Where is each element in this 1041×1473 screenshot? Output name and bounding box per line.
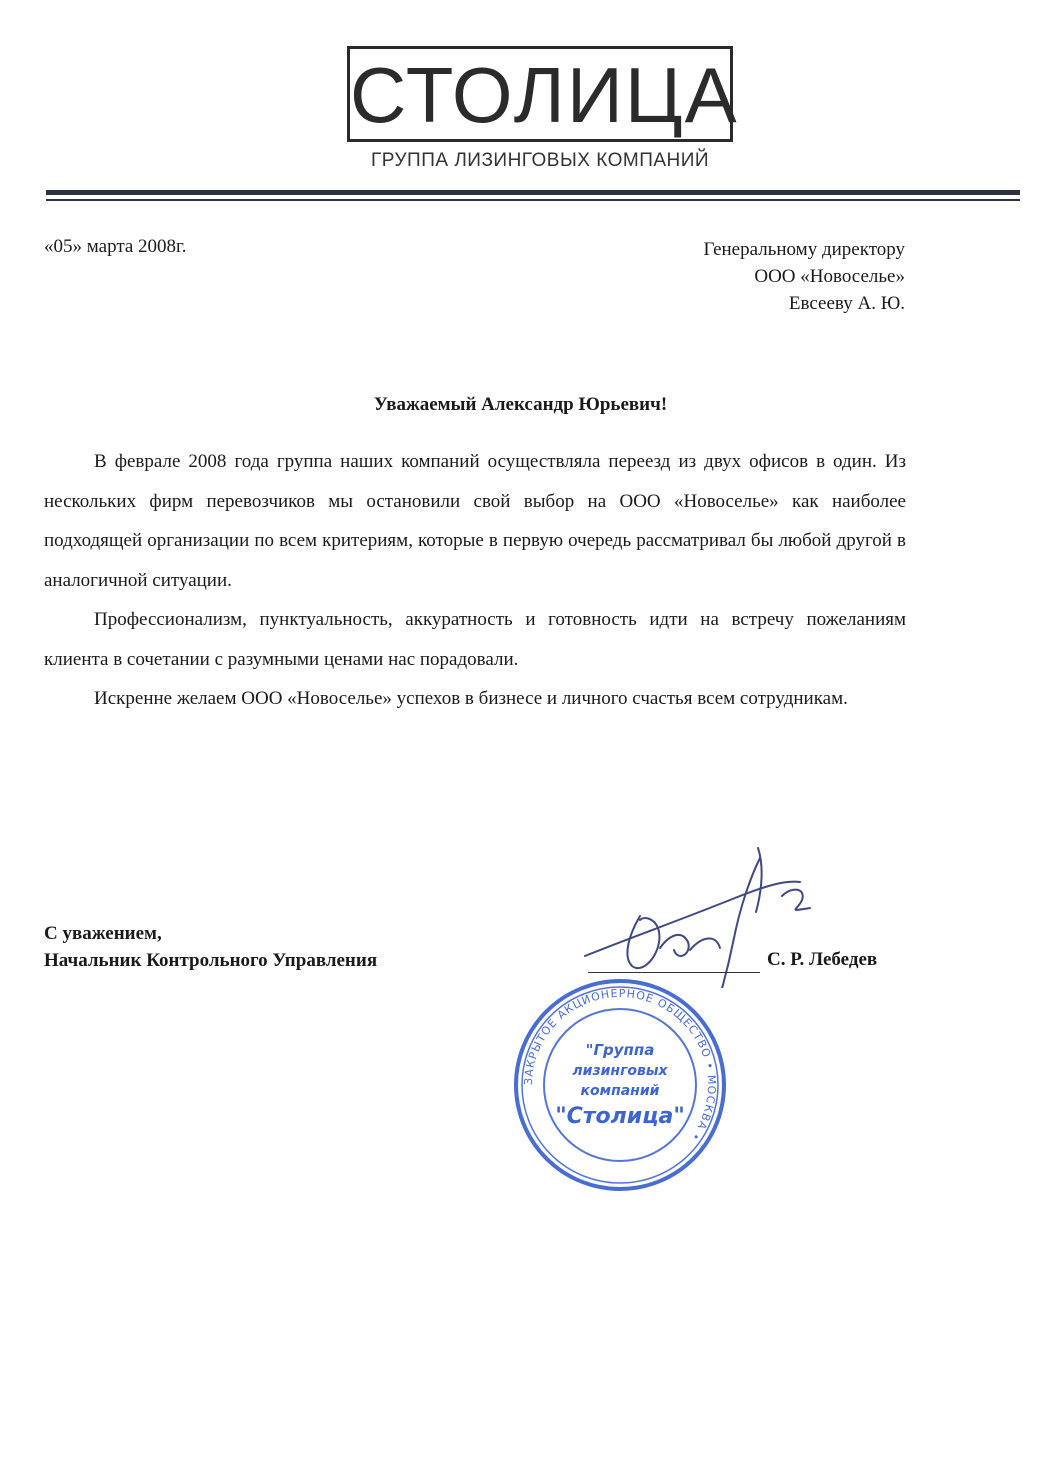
- addressee-position: Генеральному директору: [703, 239, 905, 260]
- stamp-center-line: компаний: [580, 1083, 660, 1099]
- addressee-company: ООО «Новоселье»: [754, 266, 905, 287]
- logo-text: СТОЛИЦА: [350, 51, 739, 139]
- company-stamp: [510, 975, 730, 1195]
- closing-title: Начальник Контрольного Управления: [44, 950, 378, 971]
- paragraph: Профессионализм, пунктуальность, аккуратность и готовность идти на встречу пожеланиям клиента в сочетании с разумными ценами нас порадовали.: [44, 609, 906, 670]
- closing-regards: С уважением,: [44, 923, 162, 944]
- letter-date: «05» марта 2008г.: [44, 236, 187, 257]
- closing-block: [44, 920, 377, 974]
- salutation: Уважаемый Александр Юрьевич!: [373, 394, 668, 415]
- paragraph: Искренне желаем ООО «Новоселье» успехов в бизнесе и личного счастья всем сотрудникам.: [94, 688, 848, 709]
- handwritten-signature: [570, 838, 830, 988]
- letter-body: [44, 442, 906, 719]
- stamp-center-line: лизинговых: [572, 1063, 668, 1079]
- logo-subtitle: ГРУППА ЛИЗИНГОВЫХ КОМПАНИЙ: [370, 150, 710, 171]
- stamp-ring-text: ЗАКРЫТОЕ АКЦИОНЕРНОЕ ОБЩЕСТВО • МОСКВА •: [521, 986, 719, 1144]
- paragraph: В феврале 2008 года группа наших компаний осуществляла переезд из двух офисов в один. Из нескольких фирм перевозчиков мы остановили свой выбор на ООО «Новоселье» как наиболее подходящей организации по всем критериям, которые в первую очередь рассматривал бы любой другой в аналогичной ситуации.: [44, 451, 906, 591]
- stamp-center-line: "Группа: [585, 1041, 655, 1059]
- header-divider: [46, 190, 1020, 195]
- header-divider-thin: [46, 199, 1020, 201]
- addressee-block: [704, 236, 905, 317]
- signer-name: С. Р. Лебедев: [767, 949, 878, 970]
- stamp-center-line: "Столица": [555, 1104, 685, 1129]
- addressee-name: Евсееву А. Ю.: [788, 293, 905, 314]
- company-logo: [347, 46, 739, 142]
